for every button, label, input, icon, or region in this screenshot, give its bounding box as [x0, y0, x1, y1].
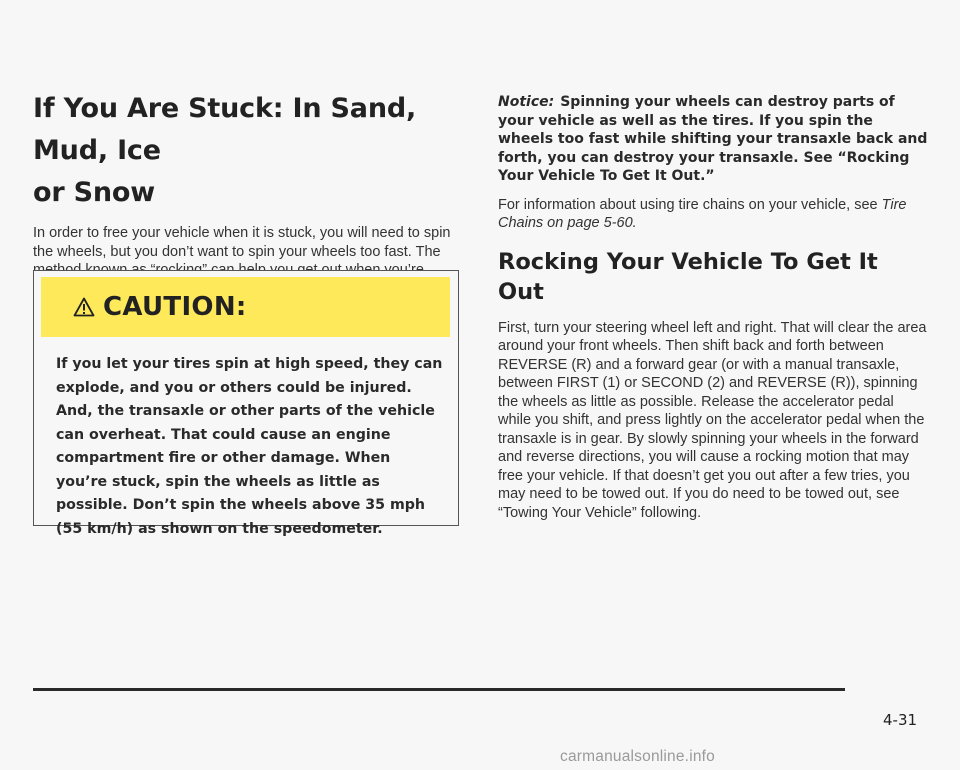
left-column [33, 88, 458, 298]
tire-chains-reference: Tire Chains on page 5-60. [498, 196, 907, 231]
caution-title: CAUTION: [103, 292, 247, 322]
notice-label: Notice: [498, 94, 555, 110]
rocking-heading: Rocking Your Vehicle To Get It Out [498, 248, 878, 305]
intro-paragraph: In order to free your vehicle when it is stuck, you will need to spin the wheels, but you don’t want to spin your wheels too fast. The [33, 225, 451, 260]
caution-header [41, 277, 450, 337]
tire-chains-paragraph [498, 196, 928, 233]
footer-rule [33, 688, 845, 691]
notice-paragraph [498, 93, 928, 186]
watermark-text: carmanualsonline.info [560, 748, 715, 765]
tire-chains-text: For information about using tire chains on your vehicle, see [498, 196, 882, 213]
notice-text: Spinning your wheels can destroy parts of your vehicle as well as the tires. If you spin the wheels too fast while shifting your transaxle back and forth, you can destroy your transaxle. See “Rocking Your Vehicle To Get It Out.” [498, 94, 928, 184]
heading-line-1: If You Are Stuck: In Sand, Mud, Ice [33, 93, 417, 166]
caution-box [33, 270, 459, 537]
rocking-paragraph: First, turn your steering wheel left and right. That will clear the area around your front wheels. Then shift back and forth between REVERSE (R) and a forward gear (or with a manual transaxle, between FIRST (1) or SECOND (2) and REVERSE (R)), spinning the wheels as little as possible. Release the accelerator pedal while you shift, and press lightly on the accelerator pedal when the transaxle is in gear. By slowly spinning your wheels in the forward and reverse directions, you will cause a rocking motion that may free your vehicle. If that doesn’t get you out after a few tries, you may need to be towed out. If you do need to be towed out, see “Towing Your Vehicle” following. [498, 319, 927, 521]
heading-line-2: or Snow [33, 177, 156, 208]
page-number: 4-31 [883, 711, 918, 729]
right-column [498, 93, 928, 522]
section-heading [33, 88, 458, 214]
warning-triangle-icon [73, 297, 95, 317]
caution-text: If you let your tires spin at high speed, they can explode, and you or others could be injured. And, the transaxle or other parts of the vehicle can overheat. That could cause an engine compartment fire or other damage. When you’re stuck, spin the wheels as little as possible. Don’t spin the wheels above 35 mph (55 km/h) as shown on the speedometer. [56, 356, 443, 537]
